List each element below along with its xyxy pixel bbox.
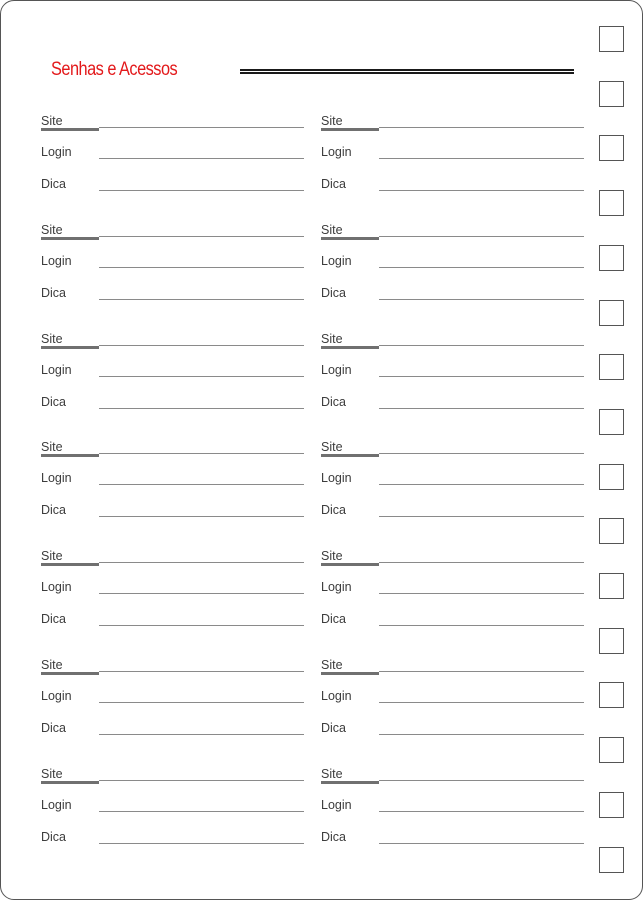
site-write-line[interactable] [99,127,304,128]
side-checkbox[interactable] [599,26,624,52]
dica-field [321,830,584,850]
dica-field [321,721,584,741]
login-label: Login [321,145,352,159]
site-write-line[interactable] [379,127,584,128]
login-field [321,145,584,165]
site-accent-bar [321,563,379,566]
site-write-line[interactable] [379,562,584,563]
password-entry [41,440,304,520]
dica-field [41,286,304,306]
site-field [41,549,304,569]
site-write-line[interactable] [99,236,304,237]
login-field [41,471,304,491]
site-field [41,658,304,678]
dica-field [321,177,584,197]
password-entry [41,114,304,194]
password-entry [41,223,304,303]
login-label: Login [41,362,72,377]
site-accent-bar [321,781,379,784]
title-double-rule-top [240,69,574,71]
login-write-line[interactable] [379,702,584,703]
login-write-line[interactable] [99,158,304,159]
login-label: Login [321,471,352,486]
login-write-line[interactable] [379,811,584,812]
side-checkbox[interactable] [599,682,624,708]
site-write-line[interactable] [379,780,584,781]
site-accent-bar [41,672,99,675]
site-label: Site [321,440,343,455]
login-write-line[interactable] [99,702,304,703]
site-accent-bar [321,672,379,675]
dica-write-line[interactable] [379,299,584,300]
site-label: Site [41,222,63,237]
page-title: Senhas e Acessos [51,59,178,80]
password-entry [321,658,584,738]
site-write-line[interactable] [379,345,584,346]
dica-field [41,177,304,197]
dica-label: Dica [321,721,347,735]
password-entry [41,549,304,629]
login-write-line[interactable] [379,376,584,377]
dica-write-line[interactable] [379,516,584,517]
login-label: Login [321,253,352,268]
password-entry [41,332,304,412]
site-write-line[interactable] [99,671,304,672]
site-accent-bar [321,346,379,349]
site-label: Site [321,222,343,237]
dica-write-line[interactable] [99,408,304,409]
site-field [321,658,584,678]
password-entry [321,223,584,303]
login-label: Login [41,797,72,812]
site-label: Site [41,658,63,672]
site-accent-bar [321,237,379,240]
title-double-rule-bottom [240,72,574,74]
login-field [321,471,584,491]
site-field [41,767,304,787]
site-accent-bar [321,454,379,457]
site-label: Site [321,549,343,564]
dica-field [41,395,304,415]
site-accent-bar [321,128,379,131]
login-label: Login [321,689,352,703]
dica-label: Dica [41,177,67,191]
dica-field [321,612,584,632]
dica-field [321,503,584,523]
dica-label: Dica [41,394,67,409]
dica-write-line[interactable] [379,190,584,191]
side-checkbox[interactable] [599,245,624,271]
login-label: Login [41,145,72,159]
site-field [321,549,584,569]
site-accent-bar [41,563,99,566]
side-checkbox[interactable] [599,135,624,161]
site-field [41,332,304,352]
site-label: Site [41,766,63,781]
site-label: Site [41,331,63,346]
site-accent-bar [41,346,99,349]
password-entry [321,549,584,629]
site-accent-bar [41,454,99,457]
login-write-line[interactable] [379,484,584,485]
site-write-line[interactable] [379,453,584,454]
password-entry [41,767,304,847]
dica-write-line[interactable] [99,734,304,735]
dica-write-line[interactable] [99,516,304,517]
password-entry [321,440,584,520]
login-field [321,580,584,600]
side-checkbox[interactable] [599,81,624,107]
dica-label: Dica [321,612,347,627]
login-label: Login [41,580,72,595]
side-checkbox[interactable] [599,300,624,326]
login-write-line[interactable] [99,811,304,812]
site-field [41,114,304,134]
dica-field [321,395,584,415]
site-field [321,223,584,243]
side-checkbox[interactable] [599,190,624,216]
login-field [41,580,304,600]
password-entry [321,332,584,412]
side-checkbox[interactable] [599,792,624,818]
site-label: Site [321,331,343,346]
side-checkbox[interactable] [599,409,624,435]
login-field [321,363,584,383]
dica-label: Dica [41,829,67,844]
side-checkbox[interactable] [599,354,624,380]
login-write-line[interactable] [99,484,304,485]
login-field [321,798,584,818]
site-field [321,440,584,460]
login-write-line[interactable] [99,267,304,268]
site-accent-bar [41,237,99,240]
site-label: Site [41,549,63,564]
side-checkbox[interactable] [599,628,624,654]
dica-field [321,286,584,306]
site-field [321,767,584,787]
login-field [41,798,304,818]
side-checkbox[interactable] [599,464,624,490]
site-label: Site [321,114,343,128]
dica-write-line[interactable] [379,625,584,626]
login-label: Login [321,580,352,595]
password-entry [321,767,584,847]
site-field [321,114,584,134]
site-write-line[interactable] [379,236,584,237]
login-label: Login [321,797,352,812]
dica-write-line[interactable] [99,625,304,626]
dica-label: Dica [41,285,67,300]
login-write-line[interactable] [99,593,304,594]
dica-field [41,830,304,850]
login-write-line[interactable] [379,158,584,159]
dica-label: Dica [321,829,347,844]
dica-label: Dica [41,503,67,518]
dica-write-line[interactable] [379,734,584,735]
dica-field [41,612,304,632]
site-field [41,223,304,243]
login-field [41,254,304,274]
login-label: Login [41,471,72,486]
site-field [41,440,304,460]
dica-write-line[interactable] [379,843,584,844]
site-write-line[interactable] [99,780,304,781]
side-checkbox[interactable] [599,737,624,763]
password-entry [321,114,584,194]
dica-label: Dica [321,177,347,191]
side-checkbox[interactable] [599,573,624,599]
login-label: Login [321,362,352,377]
login-field [41,689,304,709]
login-label: Login [41,253,72,268]
site-label: Site [41,440,63,455]
site-accent-bar [41,781,99,784]
site-label: Site [321,658,343,672]
dica-label: Dica [321,285,347,300]
site-write-line[interactable] [99,345,304,346]
login-write-line[interactable] [379,593,584,594]
dica-label: Dica [41,721,67,735]
dica-field [41,503,304,523]
site-write-line[interactable] [99,453,304,454]
site-field [321,332,584,352]
password-entry [41,658,304,738]
site-label: Site [321,766,343,781]
dica-label: Dica [321,394,347,409]
login-write-line[interactable] [99,376,304,377]
dica-write-line[interactable] [99,190,304,191]
dica-field [41,721,304,741]
dica-write-line[interactable] [99,843,304,844]
dica-write-line[interactable] [99,299,304,300]
login-field [41,145,304,165]
login-label: Login [41,689,72,703]
dica-write-line[interactable] [379,408,584,409]
login-field [321,254,584,274]
site-write-line[interactable] [379,671,584,672]
site-label: Site [41,114,63,128]
dica-label: Dica [321,503,347,518]
side-checkbox[interactable] [599,518,624,544]
side-checkbox[interactable] [599,847,624,873]
login-field [41,363,304,383]
login-write-line[interactable] [379,267,584,268]
dica-label: Dica [41,612,67,627]
site-write-line[interactable] [99,562,304,563]
site-accent-bar [41,128,99,131]
login-field [321,689,584,709]
